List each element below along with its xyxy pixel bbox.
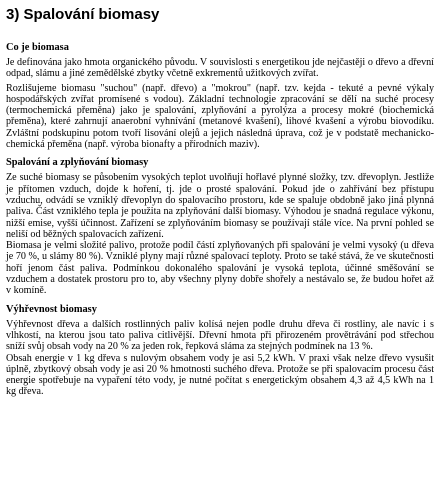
document-title: 3) Spalování biomasy: [6, 6, 160, 23]
paragraph: Rozlišujeme biomasu "suchou" (např. dřevo) a "mokrou" (např. tzv. kejda - tekuté a pevné výkaly hospodářských zvířat promísené s vodou). Základní technologie zpracování se dělí na suché procesy (termochemická přeměna) jako je spalování, zplyňování a pyrolýza a procesy mokré (biochemická přeměna), které zahrnují anaerobní vyhnívání (metanové kvašení), lihové kvašení a výrobu biovodíku. Zvláštní podskupinu potom tvoří lisování olejů a jejich následná úprava, což je v podstatě mechanicko-chemická přeměna (např. výroba bionafty a přírodních maziv).: [6, 82, 434, 151]
section-heading: Výhřevnost biomasy: [6, 303, 97, 315]
section-heading: Spalování a zplyňování biomasy: [6, 157, 149, 169]
paragraph: Biomasa je velmi složité palivo, protože podíl částí zplyňovaných při spalování je velmi vysoký (u dřeva je 70 %, u slámy 80 %). Vzniklé plyny mají různé spalovací teploty. Proto se také stává, že ve skutečnosti hoří jenom část paliva. Podmínkou dokonalého spalování je vysoká teplota, účinné směšování se vzduchem a dostatek prostoru pro to, aby všechny plyny dobře shořely a nestávalo se, že budou hořet až v komíně.: [6, 240, 434, 297]
document-page: [6, 6, 434, 398]
paragraph: Obsah energie v 1 kg dřeva s nulovým obsahem vody je asi 5,2 kWh. V praxi však nelze dřevo vysušit úplně, zbytkový obsah vody je asi 20 % hmotnosti suchého dřeva. Protože se při spalovacím procesu část energie spotřebuje na vypaření této vody, je nutné počítat s energetickým obsahem 4,3 až 4,5 kWh na 1 kg dřeva.: [6, 352, 434, 398]
section-vyhrevnost-biomasy: [6, 304, 434, 398]
section-co-je-biomasa: [6, 42, 434, 150]
paragraph: Výhřevnost dřeva a dalších rostlinných paliv kolísá nejen podle druhu dřeva či rostliny, ale navíc i s vlhkostí, na kterou jsou tato paliva citlivější. Dřevní hmota při přirozeném provětrávání pod střechou sníží svůj obsah vody na 20 % za jeden rok, řepková sláma za stejných podmínek na 13 %.: [6, 318, 434, 353]
section-spalovani-a-zplynovani: [6, 157, 434, 296]
section-heading: Co je biomasa: [6, 42, 69, 53]
paragraph: Ze suché biomasy se působením vysokých teplot uvolňují hořlavé plynné složky, tzv. dřevoplyn. Jestliže je přítomen vzduch, dojde k hoření, tj. jde o prosté spalování. Pokud jde o zahřívání bez přístupu vzduchu, odvádí se vzniklý dřevoplyn do spalovacího prostoru, kde se spaluje obdobně jako jiná plynná paliva. Část vzniklého tepla je použita na zplyňování další biomasy. Výhodou je snadná regulace výkonu, nižší emise, vyšší účinnost. Zařízení se zplyňováním biomasy se používají stále více. Na první pohled se neliší od běžných spalovacích zařízení.: [6, 172, 434, 240]
paragraph: Je definována jako hmota organického původu. V souvislosti s energetikou jde nejčastěji o dřevo a dřevní odpad, slámu a jiné zemědělské zbytky včetně exkrementů užitkových zvířat.: [6, 57, 434, 80]
